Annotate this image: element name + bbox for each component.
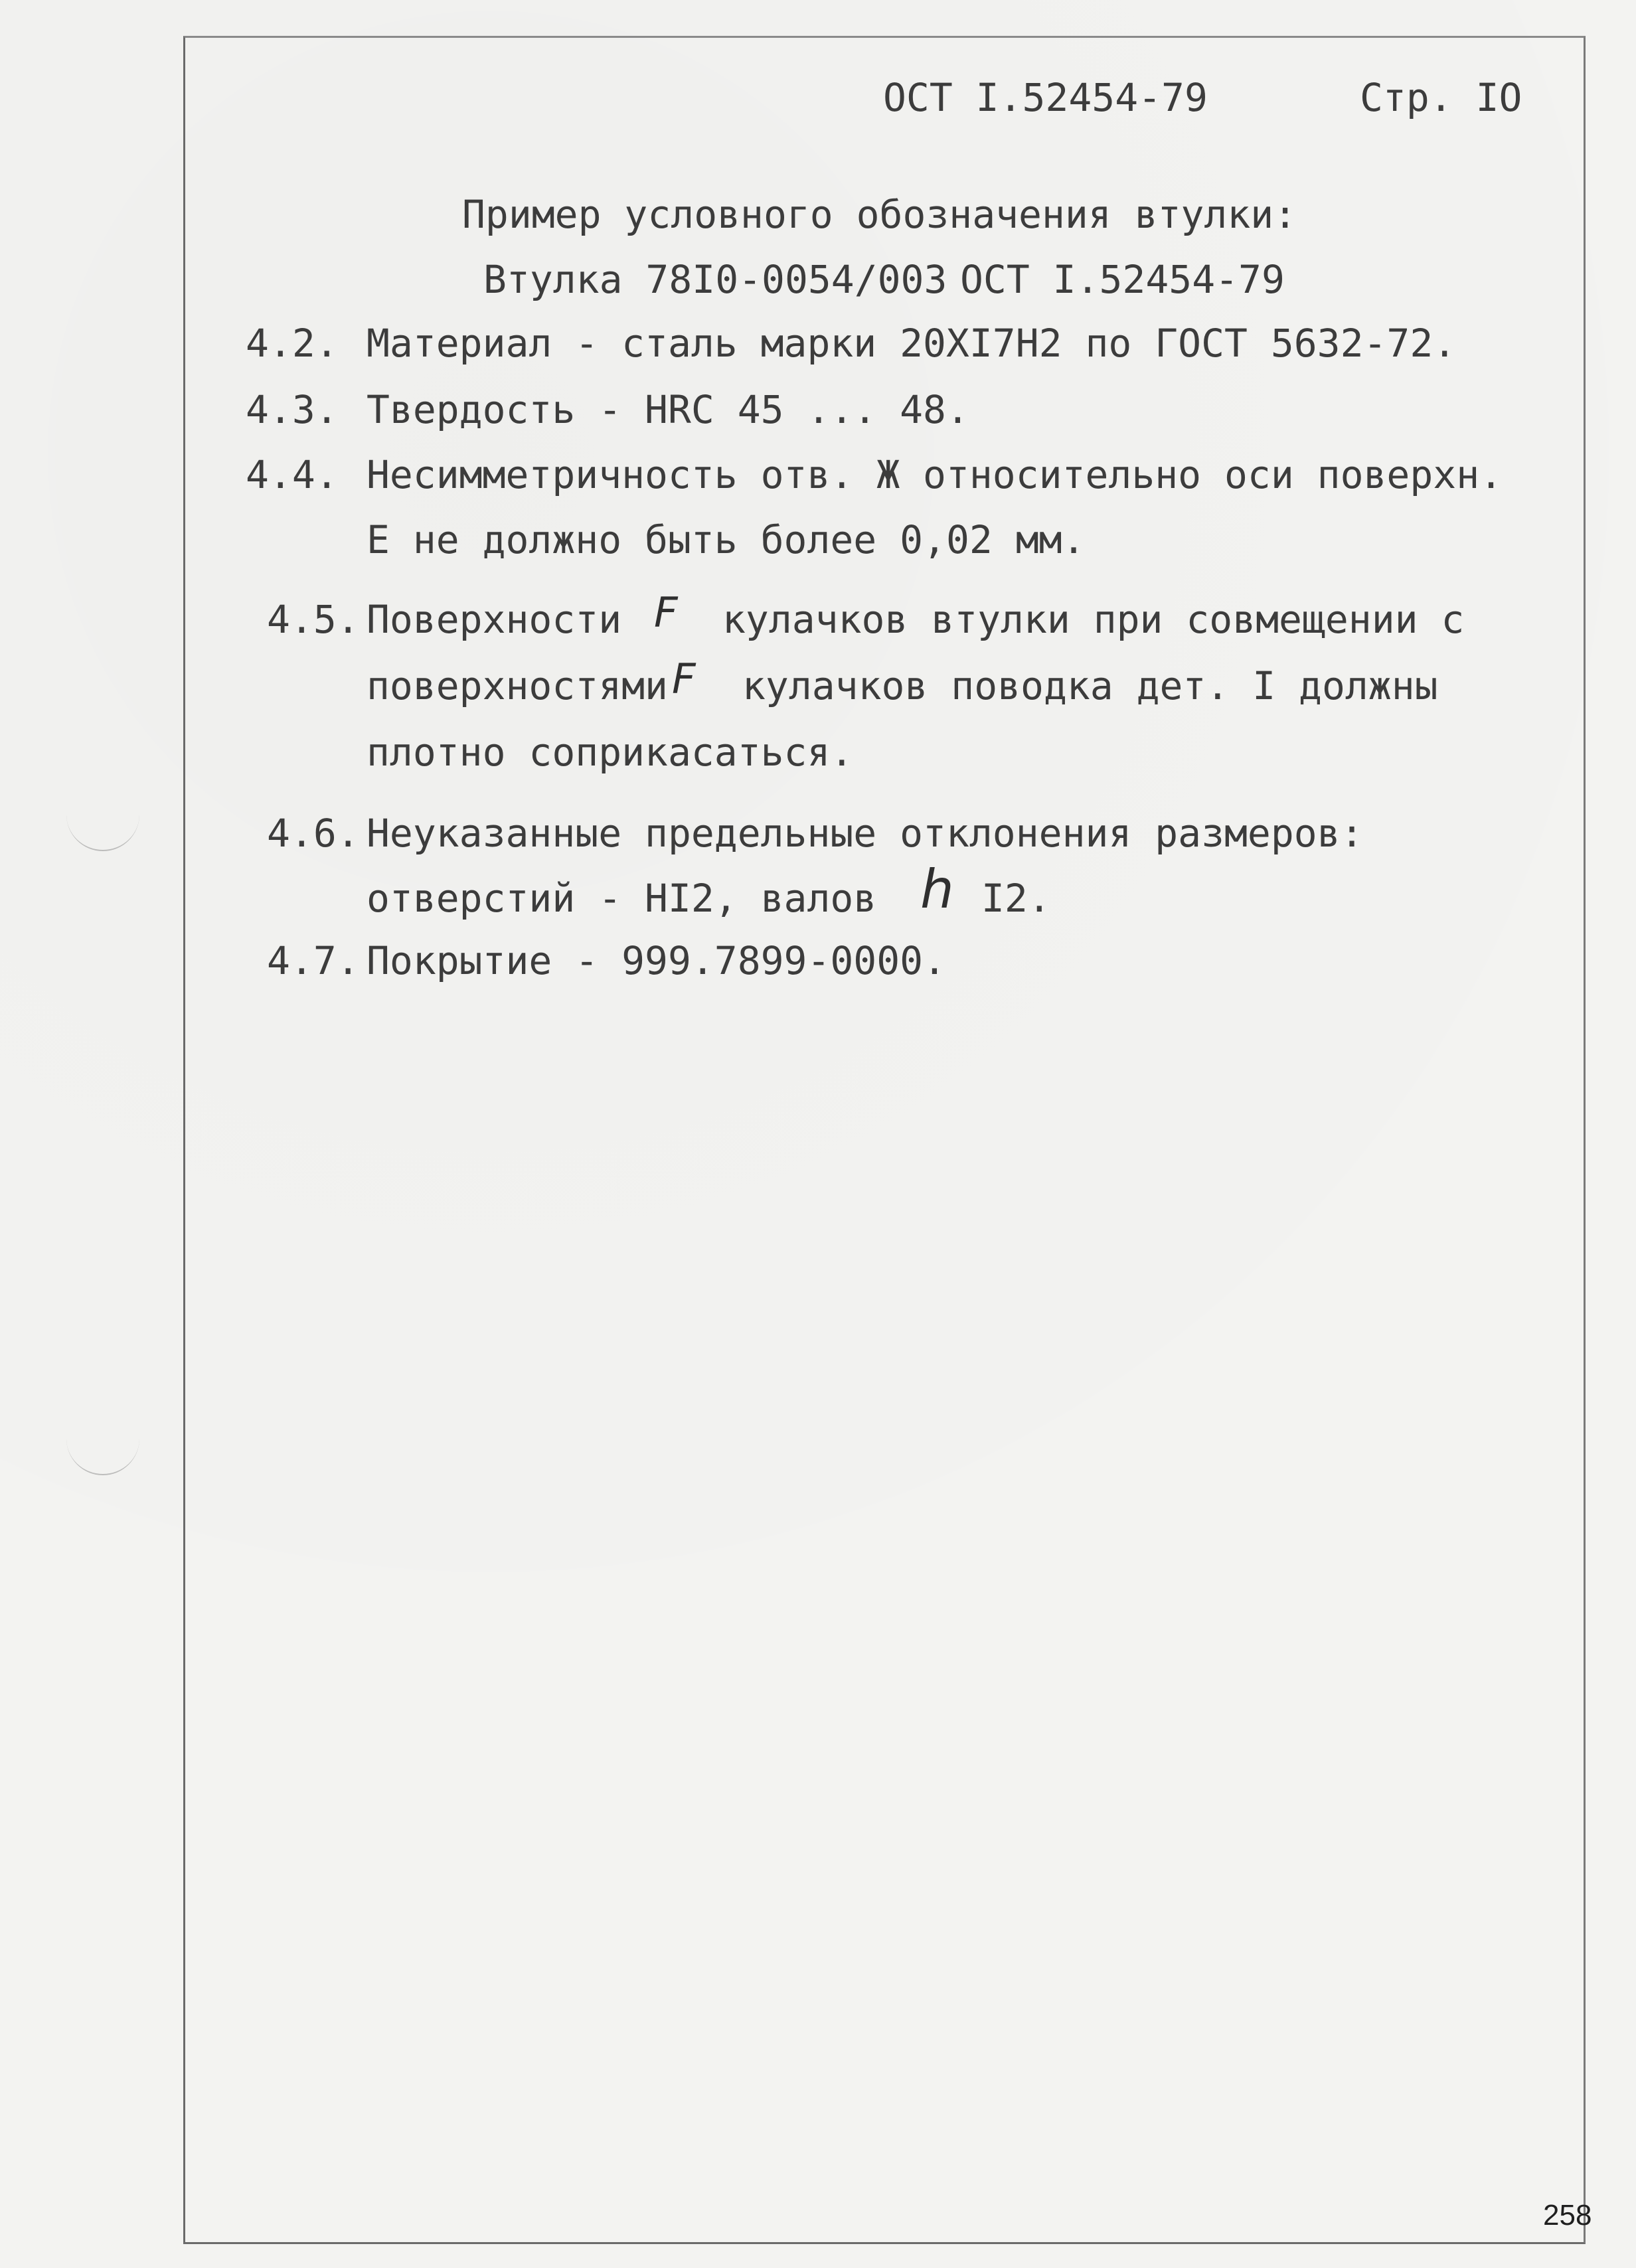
item-text: Поверхности <box>367 597 622 642</box>
item-text: Материал - сталь марки 20XI7H2 по ГОСТ 5632-72. <box>367 321 1457 366</box>
item-text: кулачков поводка дет. I должны <box>742 663 1438 708</box>
item-text: Е не должно быть более 0,02 мм. <box>367 517 1086 562</box>
archive-page-number: 258 <box>1543 2199 1592 2231</box>
example-title: Пример условного обозначения втулки: <box>462 192 1297 237</box>
item-text: кулачков втулки при совмещении с <box>722 597 1465 642</box>
item-text: Несимметричность отв. Ж относительно оси поверхн. <box>367 452 1503 497</box>
example-designation-standard: ОСТ I.52454-79 <box>960 257 1285 302</box>
punch-hole-mark <box>66 1427 139 1475</box>
item-number: 4.4. <box>246 452 339 497</box>
handwritten-letter: h <box>920 858 954 920</box>
standard-number: ОСТ I.52454-79 <box>883 75 1208 120</box>
handwritten-letter: F <box>672 655 696 703</box>
item-number: 4.7. <box>267 938 360 983</box>
item-text: плотно соприкасаться. <box>367 730 854 775</box>
page-frame <box>183 36 1586 2244</box>
item-text: Твердость - HRC 45 ... 48. <box>367 387 969 432</box>
item-text: I2. <box>981 876 1051 921</box>
item-number: 4.3. <box>246 387 339 432</box>
item-text: отверстий - HI2, валов <box>367 876 877 921</box>
item-text: Неуказанные предельные отклонения размеров: <box>367 811 1364 856</box>
item-text: Покрытие - 999.7899-0000. <box>367 938 946 983</box>
item-number: 4.5. <box>267 597 360 642</box>
item-number: 4.2. <box>246 321 339 366</box>
page-label: Стр. IO <box>1360 75 1522 120</box>
item-text: поверхностями <box>367 663 668 708</box>
example-designation: Втулка 78I0-0054/003 <box>483 257 947 302</box>
handwritten-letter: F <box>654 588 678 637</box>
item-number: 4.6. <box>267 811 360 856</box>
punch-hole-mark <box>66 803 139 851</box>
